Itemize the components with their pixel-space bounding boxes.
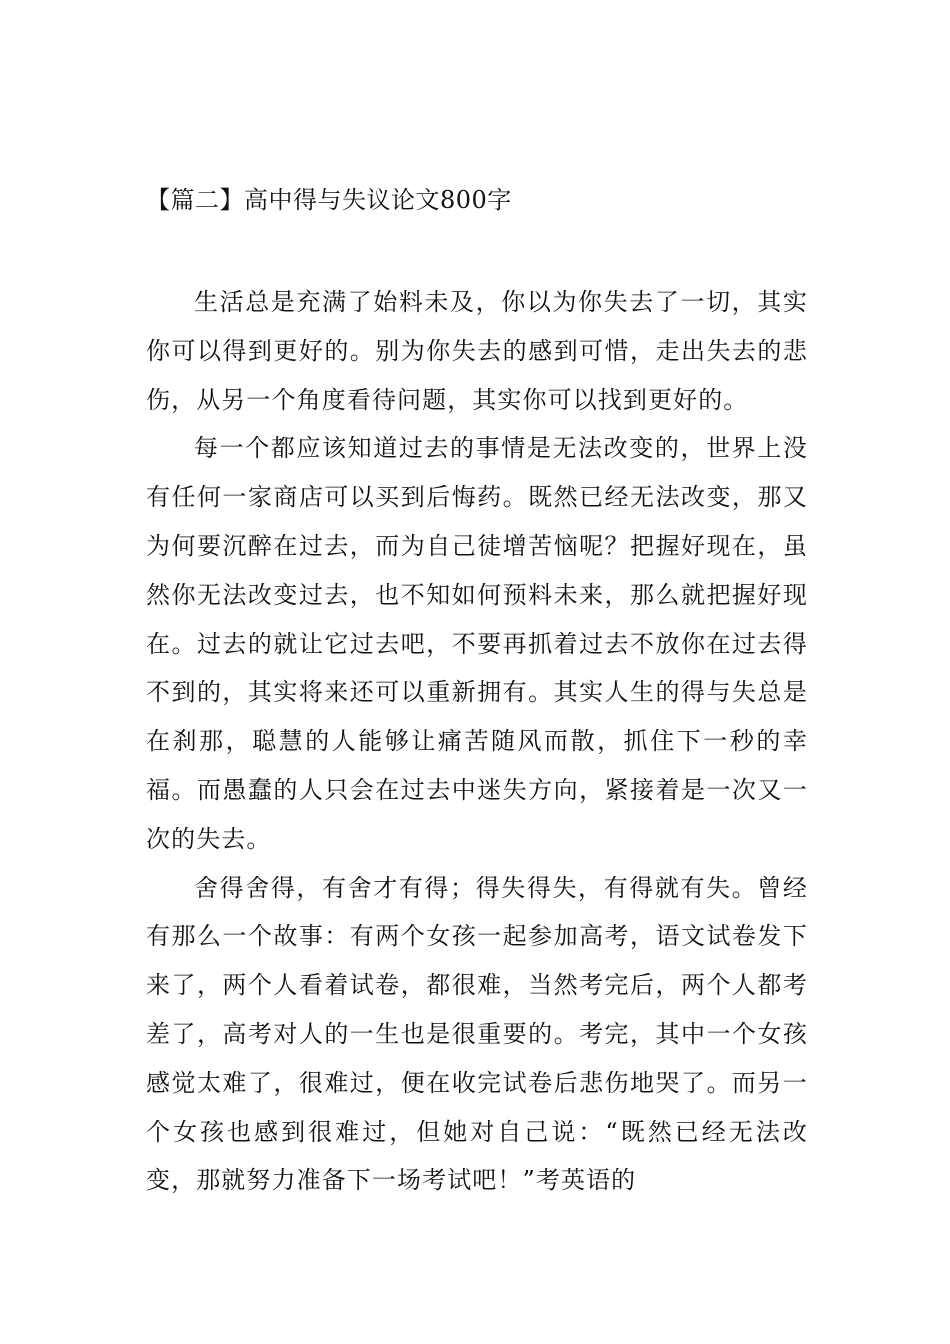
paragraph-1: 生活总是充满了始料未及，你以为你失去了一切，其实你可以得到更好的。别为你失去的感到可惜，走出失去的悲伤，从另一个角度看待问题，其实你可以找到更好的。 <box>146 288 808 414</box>
paragraph-2: 每一个都应该知道过去的事情是无法改变的，世界上没有任何一家商店可以买到后悔药。既然已经无法改变，那又为何要沉醉在过去，而为自己徒增苦恼呢？把握好现在，虽然你无法改变过去，也不知如何预料未来，那么就把握好现在。过去的就让它过去吧，不要再抓着过去不放你在过去得不到的，其实将来还可以重新拥有。其实人生的得与失总是在刹那，聪慧的人能够让痛苦随风而散，抓住下一秒的幸福。而愚蠢的人只会在过去中迷失方向，紧接着是一次又一次的失去。 <box>146 434 808 853</box>
document-title: 【篇二】高中得与失议论文800字 <box>146 186 512 214</box>
paragraph-3: 舍得舍得，有舍才有得；得失得失，有得就有失。曾经有那么一个故事：有两个女孩一起参加高考，语文试卷发下来了，两个人看着试卷，都很难，当然考完后，两个人都考差了，高考对人的一生也是很重要的。考完，其中一个女孩感觉太难了，很难过，便在收完试卷后悲伤地哭了。而另一个女孩也感到很难过，但她对自己说：“既然已经无法改变，那就努力准备下一场考试吧！”考英语的 <box>146 873 808 1195</box>
document-body <box>146 278 808 1205</box>
